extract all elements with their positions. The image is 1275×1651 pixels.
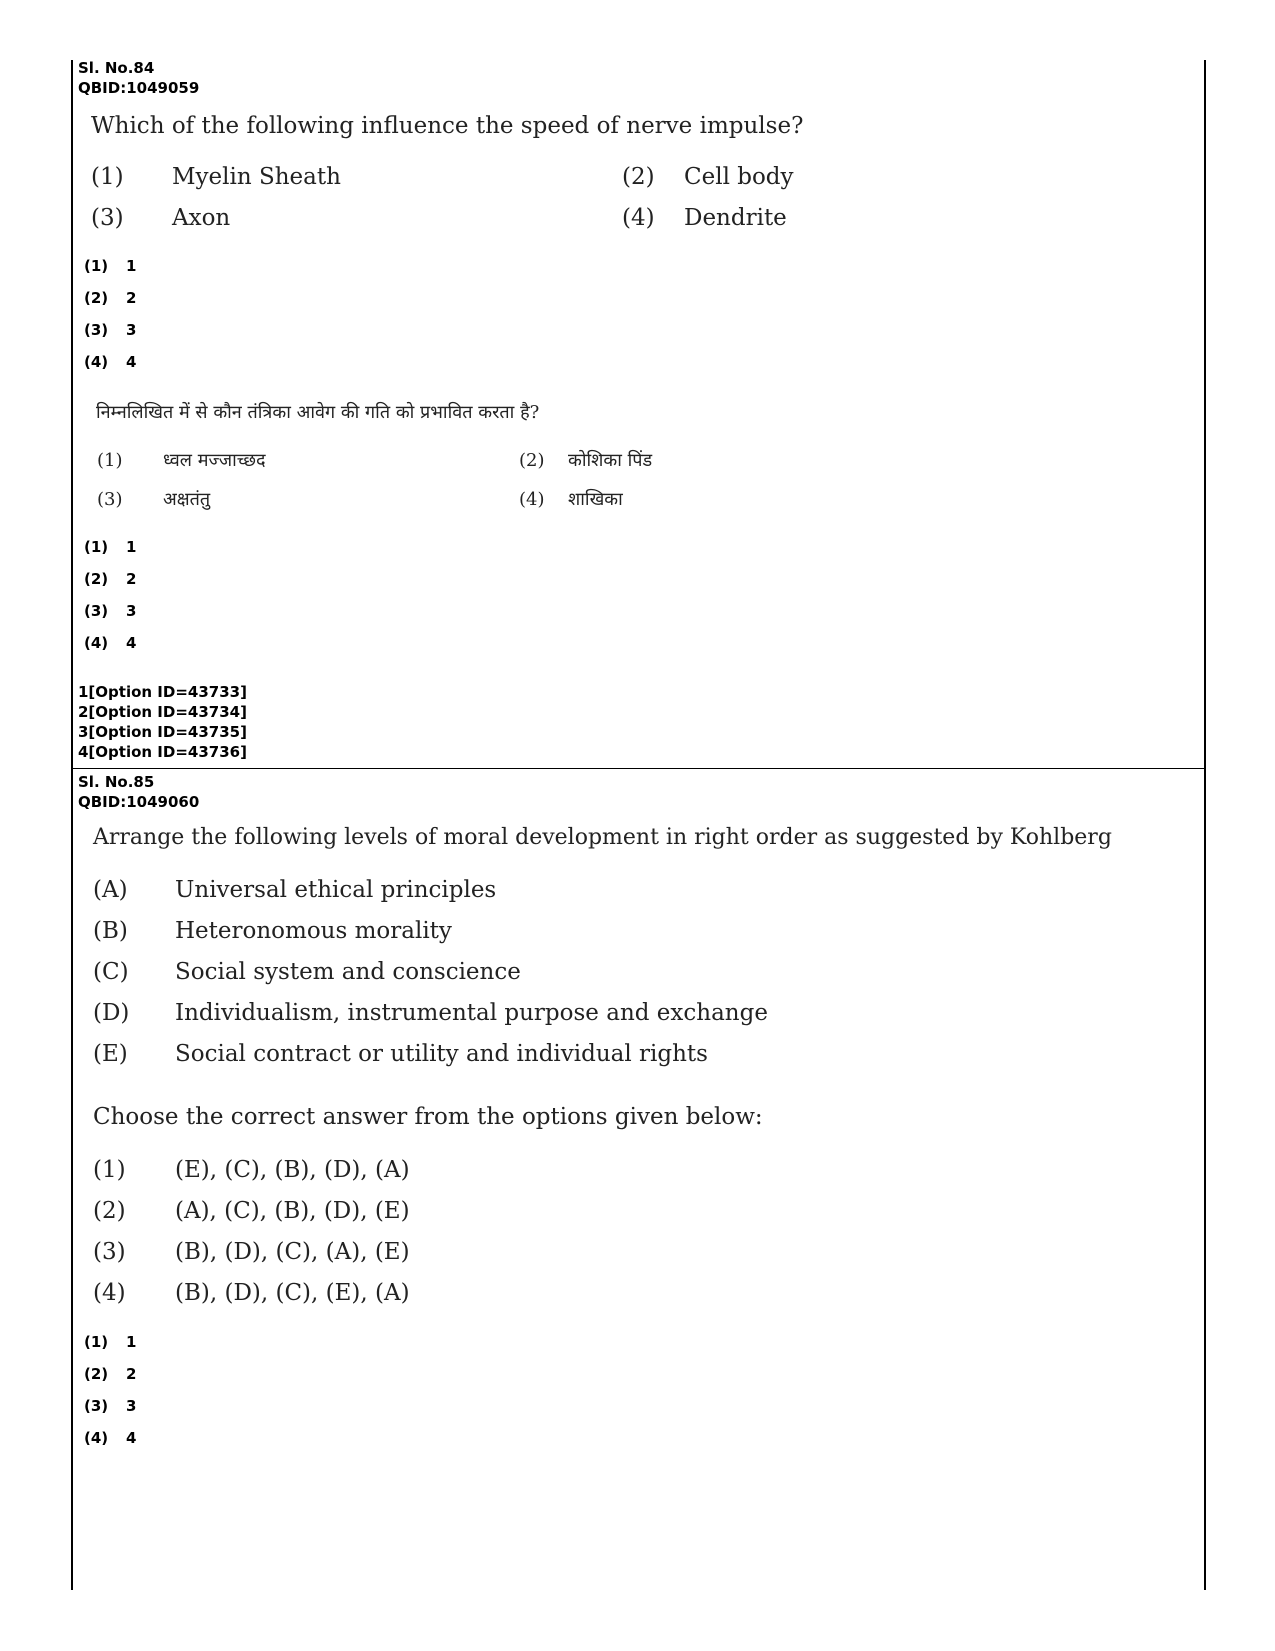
q84-option-num: (4) — [622, 205, 655, 231]
q85-option-text: (A), (C), (B), (D), (E) — [175, 1198, 410, 1224]
q84-answer-row: (1) 1 — [84, 257, 137, 275]
q84-option-text: Axon — [172, 205, 231, 231]
q84-option-text: Dendrite — [684, 205, 787, 231]
q84-option-id: 1[Option ID=43733] — [78, 683, 247, 701]
q85-item-label: (E) — [93, 1041, 128, 1067]
q85-sl-no: Sl. No.85 — [78, 773, 155, 791]
right-border — [1204, 60, 1206, 1590]
q85-answer-row: (3) 3 — [84, 1397, 137, 1415]
q84-qbid: QBID:1049059 — [78, 79, 200, 97]
q84-sl-no: Sl. No.84 — [78, 59, 155, 77]
q85-option-text: (E), (C), (B), (D), (A) — [175, 1157, 410, 1183]
q85-question: Arrange the following levels of moral development in right order as suggested by Kohlberg — [93, 825, 1112, 850]
q84-option-hi-num: (1) — [97, 450, 123, 471]
q84-answer-row: (2) 2 — [84, 289, 137, 307]
q85-option-num: (1) — [93, 1157, 126, 1183]
q84-answer-row: (4) 4 — [84, 353, 137, 371]
q85-option-num: (4) — [93, 1280, 126, 1306]
left-border — [71, 60, 73, 1590]
q84-option-num: (1) — [91, 164, 124, 190]
q85-option-num: (3) — [93, 1239, 126, 1265]
q85-item-label: (D) — [93, 1000, 130, 1026]
q84-question-hi: निम्नलिखित में से कौन तंत्रिका आवेग की गति को प्रभावित करता है? — [96, 402, 540, 423]
q85-option-text: (B), (D), (C), (E), (A) — [175, 1280, 410, 1306]
q85-item-text: Individualism, instrumental purpose and exchange — [175, 1000, 768, 1026]
q85-item-label: (A) — [93, 877, 128, 903]
q85-option-text: (B), (D), (C), (A), (E) — [175, 1239, 410, 1265]
q85-item-label: (B) — [93, 918, 128, 944]
q84-answer-hi-row: (2) 2 — [84, 570, 137, 588]
q84-option-hi-text: शाखिका — [568, 489, 623, 510]
q85-item-text: Social contract or utility and individual rights — [175, 1041, 708, 1067]
q84-option-id: 4[Option ID=43736] — [78, 743, 247, 761]
q84-option-hi-text: कोशिका पिंड — [568, 450, 653, 471]
q84-option-hi-text: अक्षतंतु — [163, 489, 211, 510]
q84-answer-row: (3) 3 — [84, 321, 137, 339]
q85-item-text: Universal ethical principles — [175, 877, 497, 903]
q84-option-id: 2[Option ID=43734] — [78, 703, 247, 721]
q85-answer-row: (2) 2 — [84, 1365, 137, 1383]
q84-answer-hi-row: (3) 3 — [84, 602, 137, 620]
q84-question-en: Which of the following influence the speed of nerve impulse? — [91, 113, 804, 139]
q85-answer-row: (4) 4 — [84, 1429, 137, 1447]
q84-option-hi-num: (4) — [519, 489, 545, 510]
question-divider — [71, 768, 1206, 769]
q85-answer-row: (1) 1 — [84, 1333, 137, 1351]
q85-choose-instruction: Choose the correct answer from the options given below: — [93, 1104, 763, 1130]
q85-qbid: QBID:1049060 — [78, 793, 200, 811]
q85-item-text: Social system and conscience — [175, 959, 521, 985]
q85-item-text: Heteronomous morality — [175, 918, 452, 944]
q84-option-hi-num: (3) — [97, 489, 123, 510]
q84-option-id: 3[Option ID=43735] — [78, 723, 247, 741]
q84-answer-hi-row: (1) 1 — [84, 538, 137, 556]
q84-answer-hi-row: (4) 4 — [84, 634, 137, 652]
q84-option-text: Myelin Sheath — [172, 164, 341, 190]
q85-option-num: (2) — [93, 1198, 126, 1224]
q84-option-num: (3) — [91, 205, 124, 231]
q84-option-text: Cell body — [684, 164, 794, 190]
q84-option-num: (2) — [622, 164, 655, 190]
q85-item-label: (C) — [93, 959, 129, 985]
q84-option-hi-text: ध्वल मज्जाच्छद — [163, 450, 266, 471]
q84-option-hi-num: (2) — [519, 450, 545, 471]
